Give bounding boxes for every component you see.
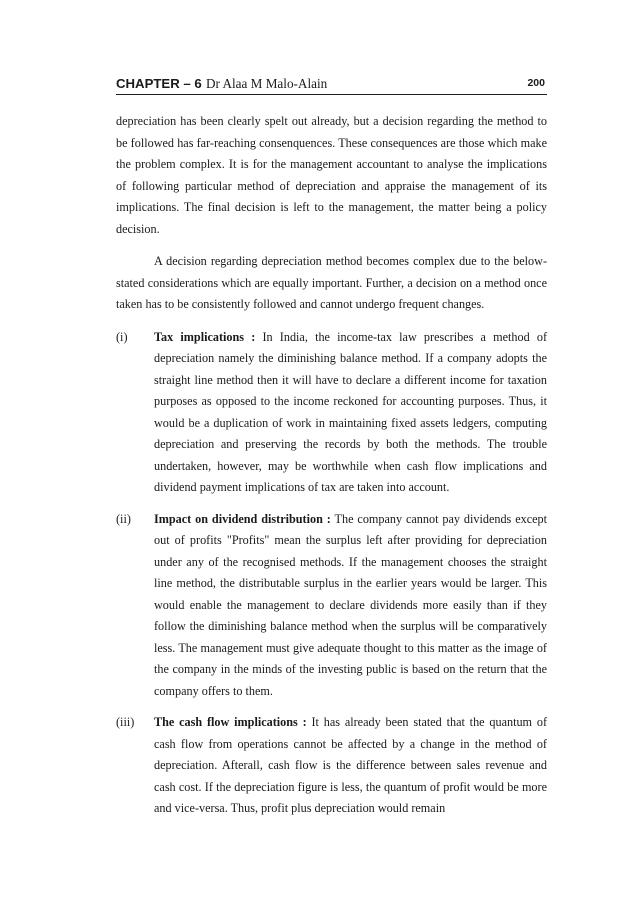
item-number: (iii)	[116, 715, 135, 729]
body-text	[116, 111, 547, 830]
list-item	[116, 712, 547, 820]
paragraph: depreciation has been clearly spelt out already, but a decision regarding the method to be followed has far-reaching consenquences. These consequences are those which make the problem complex. It is for the management accountant to analyse the implications of following particular method of depreciation and appraise the management of its implications. The final decision is left to the management, the matter being a policy decision.	[116, 114, 547, 236]
item-text: In India, the income-tax law prescribes a method of depreciation namely the diminishing balance method. If a company adopts the straight line method then it will have to declare a different income for taxation purposes as opposed to the income reckoned for accounting purposes. Thus, it would be a duplication of work in maintaining fixed assets ledgers, computing depreciation and preserving the records by both the methods. The trouble undertaken, however, may be worthwhile when cash flow implications and dividend payment implications of tax are taken into account.	[154, 329, 548, 494]
item-content	[154, 509, 547, 703]
paragraph: A decision regarding depreciation method becomes complex due to the below-stated considerations which are equally important. Further, a decision on a method once taken has to be consistently followed and cannot undergo frequent changes.	[116, 254, 547, 311]
item-content	[154, 327, 547, 499]
chapter-label: CHAPTER – 6	[116, 76, 202, 91]
list-item	[116, 509, 547, 703]
author-name: Dr Alaa M Malo-Alain	[206, 76, 328, 91]
item-number: (ii)	[116, 511, 131, 526]
item-heading: Tax implications :	[154, 329, 256, 344]
item-heading: Impact on dividend distribution :	[154, 511, 331, 526]
item-number: (i)	[116, 329, 128, 344]
item-heading: The cash flow implications :	[154, 715, 307, 729]
page-number: 200	[527, 77, 545, 89]
page-header	[116, 74, 547, 95]
item-content	[154, 712, 547, 820]
item-text: The company cannot pay dividends except out of profits "Profits" mean the surplus left after providing for depreciation under any of the recognised methods. If the management chooses the straight line method, the distributable surplus in the earlier years would be larger. This would enable the management to declare dividends more easily than if they follow the diminishing balance method when the surplus will be comparatively less. The management must give adequate thought to this matter as the image of the company in the minds of the investing public is based on the return that the company offers to them.	[154, 511, 548, 698]
item-text: It has already been stated that the quantum of cash flow from operations cannot be affected by a change in the method of depreciation. Afterall, cash flow is the difference between sales revenue and cash cost. If the depreciation figure is less, the quantum of profit would be more and vice-versa. Thus, profit plus depreciation would remain	[154, 715, 548, 815]
list-item	[116, 327, 547, 499]
